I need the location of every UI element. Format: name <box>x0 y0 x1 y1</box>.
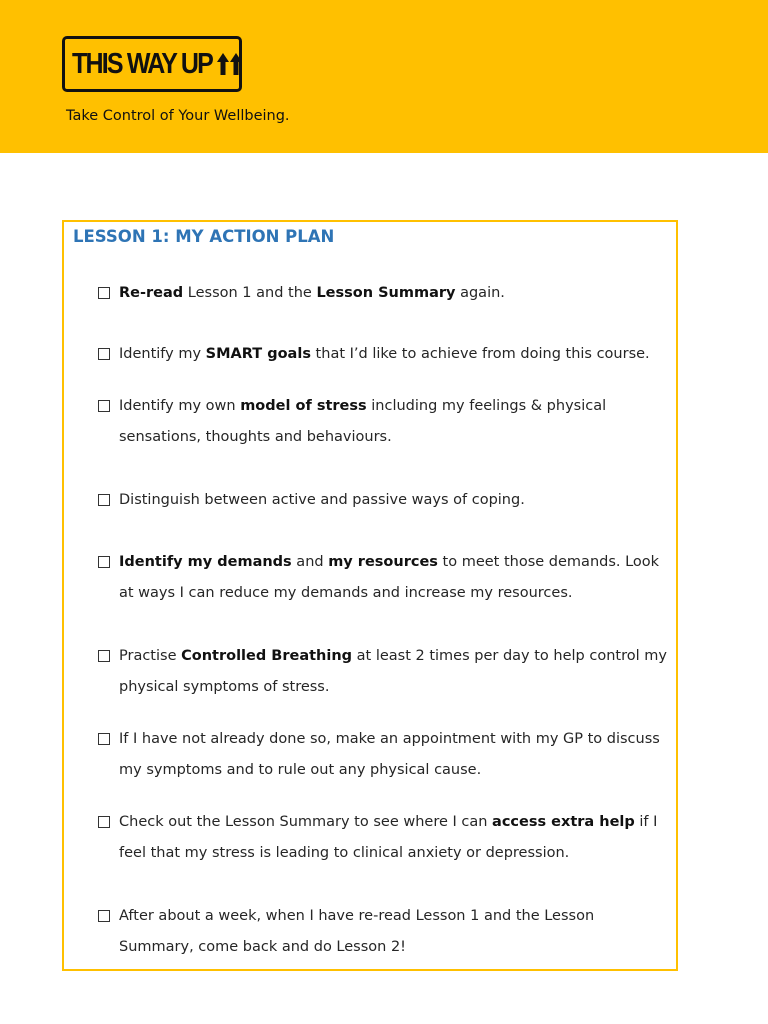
checklist-item <box>98 485 668 516</box>
bold-text: Lesson Summary <box>316 285 456 301</box>
checklist-item <box>98 901 628 963</box>
checklist-item-text <box>119 807 668 869</box>
bold-text: SMART goals <box>205 346 311 362</box>
checklist-item <box>98 278 668 309</box>
bold-text: access extra help <box>492 814 635 830</box>
checklist-item-text <box>119 339 668 370</box>
text-run: If I have not already done so, make an appointment with my GP to discuss my symptoms and to rule out any physical cause. <box>119 731 660 778</box>
checkbox[interactable] <box>98 494 110 506</box>
checklist-item-text <box>119 278 668 309</box>
bold-text: Controlled Breathing <box>181 648 353 664</box>
text-run: After about a week, when I have re-read Lesson 1 and the Lesson Summary, come back and do Lesson 2! <box>119 908 595 955</box>
checkbox[interactable] <box>98 910 110 922</box>
text-run: that I’d like to achieve from doing this course. <box>310 346 650 362</box>
checkbox[interactable] <box>98 287 110 299</box>
checklist-item <box>98 641 668 703</box>
up-arrows-icon <box>216 53 244 75</box>
action-plan-title: LESSON 1: MY ACTION PLAN <box>73 227 335 246</box>
checkbox[interactable] <box>98 556 110 568</box>
text-run: and <box>291 554 329 570</box>
text-run: at least 2 times per day to help control my physical symptoms of stress. <box>119 648 667 695</box>
header-banner <box>0 0 768 153</box>
logo-text: THIS WAY UP <box>72 47 212 80</box>
this-way-up-logo <box>62 36 242 92</box>
checkbox[interactable] <box>98 816 110 828</box>
bold-text: my resources <box>328 554 438 570</box>
text-run: Practise <box>119 648 182 664</box>
text-run: Lesson 1 and the <box>183 285 317 301</box>
text-run: including my feelings & physical sensations, thoughts and behaviours. <box>119 398 607 445</box>
checklist-item <box>98 724 668 786</box>
checklist-item-text <box>119 724 668 786</box>
checklist-item-text <box>119 547 668 609</box>
checklist-item-text <box>119 901 628 963</box>
text-run: Check out the Lesson Summary to see where I can <box>119 814 493 830</box>
text-run: Identify my <box>119 346 206 362</box>
checklist-item-text <box>119 485 668 516</box>
checkbox[interactable] <box>98 733 110 745</box>
checklist-item-text <box>119 641 668 703</box>
tagline: Take Control of Your Wellbeing. <box>66 108 290 124</box>
text-run: to meet those demands. Look at ways I can reduce my demands and increase my resources. <box>119 554 660 601</box>
text-run: again. <box>455 285 505 301</box>
checkbox[interactable] <box>98 400 110 412</box>
text-run: Identify my own <box>119 398 241 414</box>
checklist-item <box>98 391 618 453</box>
text-run: if I feel that my stress is leading to clinical anxiety or depression. <box>119 814 658 861</box>
checkbox[interactable] <box>98 348 110 360</box>
checklist-item <box>98 547 668 609</box>
checklist-item-text <box>119 391 618 453</box>
checklist-item <box>98 339 668 370</box>
text-run: Distinguish between active and passive ways of coping. <box>119 492 525 508</box>
checkbox[interactable] <box>98 650 110 662</box>
bold-text: Identify my demands <box>119 554 292 570</box>
bold-text: Re-read <box>119 285 184 301</box>
bold-text: model of stress <box>240 398 367 414</box>
checklist-item <box>98 807 668 869</box>
